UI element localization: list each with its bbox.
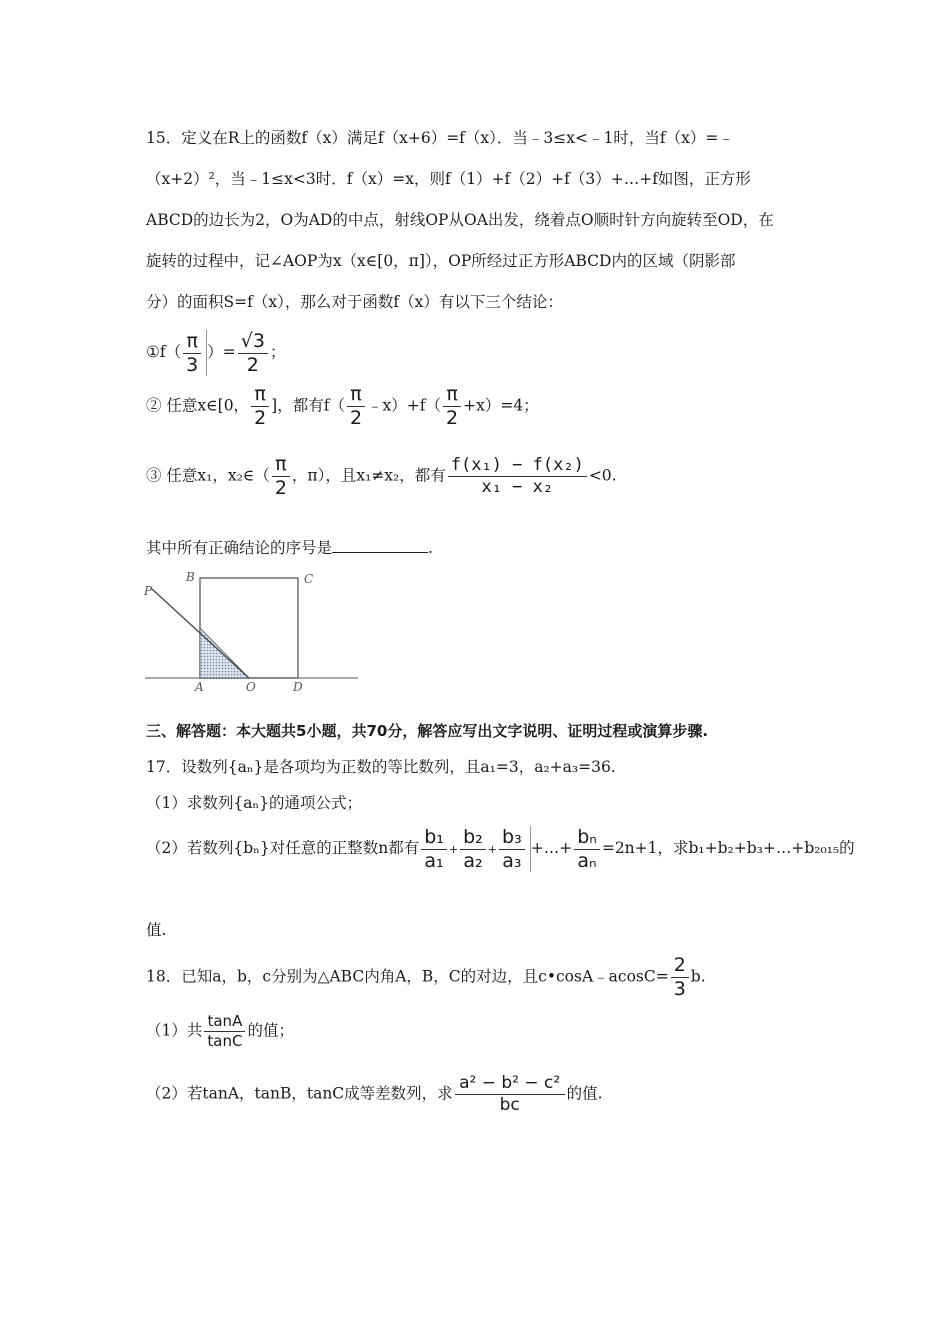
label-p: P xyxy=(144,584,153,598)
fraction-expression-over-bc: $\frac{\text{a² − b² − c²}}{bc}$ xyxy=(455,1075,565,1114)
fraction-2-over-3: $\frac{2}{3}$ xyxy=(671,956,689,999)
q15-line-4: 旋转的过程中，记∠AOP为x（x∈[0，π]），OP所经过正方形ABCD内的区域（阴影部 xyxy=(146,252,736,270)
fraction-difference-quotient: $\frac{\text{f(x₁) − f(x₂)}}{\text{x₁ − x₂}}$ xyxy=(448,457,587,496)
answer-blank xyxy=(332,536,428,553)
q17-stem: 17．设数列{aₙ}是各项均为正数的等比数列，且a₁=3，a₂+a₃=36. xyxy=(146,758,616,776)
q15-line-3: ABCD的边长为2，O为AD的中点，射线OP从OA出发，绕着点O顺时针方向旋转至OD，在 xyxy=(146,211,774,229)
fraction-sqrt3-over-2: $\frac{√3}{2}$ xyxy=(238,332,268,375)
q15-line-5: 分）的面积S=f（x），那么对于函数f（x）有以下三个结论： xyxy=(146,293,563,311)
fraction-pi-over-2: $\frac{\pi}{2}$ xyxy=(443,385,461,428)
q18-part-1: （1）共 $\frac{\tan A}{\tan C}$ 的值； xyxy=(146,1012,294,1050)
fraction-pi-over-3: $\frac{\pi}{3}$ xyxy=(183,332,201,375)
fraction-b3-a3: $\frac{\text{b₃}}{\text{a₃}}$ xyxy=(499,828,525,871)
fraction-bn-an: $\frac{\text{bₙ}}{\text{aₙ}}$ xyxy=(574,828,600,871)
fraction-b2-a2: $\frac{\text{b₂}}{\text{a₂}}$ xyxy=(460,828,486,871)
q15-conclusion-3: ③ 任意x₁，x₂∈（ $\frac{\pi}{2}$ ，π），且x₁≠x₂，都有 $\frac{\text{f(x₁) − f(x₂)}}{\text{x₁ − x₂}}$ <0. xyxy=(146,453,617,499)
q18-stem: 18．已知a，b，c分别为△ABC内角A，B，C的对边，且c•cosA﹣acosC= $\frac{2}{3}$ b. xyxy=(146,954,706,1000)
square-rotation-figure xyxy=(140,565,362,695)
q15-conclusion-1: ①f（ $\frac{\pi}{3}$ ）= $\frac{√3}{2}$ ； xyxy=(146,329,286,376)
label-b: B xyxy=(186,570,195,584)
label-o: O xyxy=(246,680,256,694)
q17-part-2-end: 值. xyxy=(146,921,167,939)
q15-question: 其中所有正确结论的序号是 . xyxy=(146,536,433,558)
q15-line-2: （x+2）²，当﹣1≤x<3时．f（x）=x，则f（1）+f（2）+f（3）+…+f如图，正方形 xyxy=(146,170,751,188)
q17-part-2: （2）若数列{bₙ}对任意的正整数n都有 $\frac{\text{b₁}}{\text{a₁}}$ + $\frac{\text{b₂}}{\text{a₂}}$ + $\frac{\text{b₃}}{\text{a₃}}$ +…+ $\frac{\text{bₙ}}{\text{aₙ}}$ =2n+1，求b₁+b₂+b₃+…+b₂₀₁₅的 xyxy=(146,825,855,872)
fraction-pi-over-2: $\frac{\pi}{2}$ xyxy=(347,385,365,428)
section-3-heading: 三、解答题：本大题共5小题，共70分，解答应写出文字说明、证明过程或演算步骤. xyxy=(146,722,709,740)
fraction-pi-over-2: $\frac{\pi}{2}$ xyxy=(251,385,269,428)
label-d: D xyxy=(293,680,303,694)
label-a: A xyxy=(195,680,204,694)
fraction-tana-tanc: $\frac{\tan A}{\tan C}$ xyxy=(204,1014,245,1049)
q17-part-1: （1）求数列{aₙ}的通项公式； xyxy=(146,794,363,812)
label-c: C xyxy=(304,572,314,586)
fraction-b1-a1: $\frac{\text{b₁}}{\text{a₁}}$ xyxy=(421,828,447,871)
q15-line-1: 15．定义在R上的函数f（x）满足f（x+6）=f（x）．当﹣3≤x<﹣1时，当f（x）=﹣ xyxy=(146,129,734,147)
q18-part-2: （2）若tanA，tanB，tanC成等差数列，求 $\frac{\text{a² − b² − c²}}{bc}$ 的值. xyxy=(146,1073,603,1115)
fraction-pi-over-2: $\frac{\pi}{2}$ xyxy=(272,455,290,498)
q15-conclusion-2: ② 任意x∈[0， $\frac{\pi}{2}$ ]，都有f（ $\frac{\pi}{2}$ ﹣x）+f（ $\frac{\pi}{2}$ +x）=4； xyxy=(146,383,539,429)
